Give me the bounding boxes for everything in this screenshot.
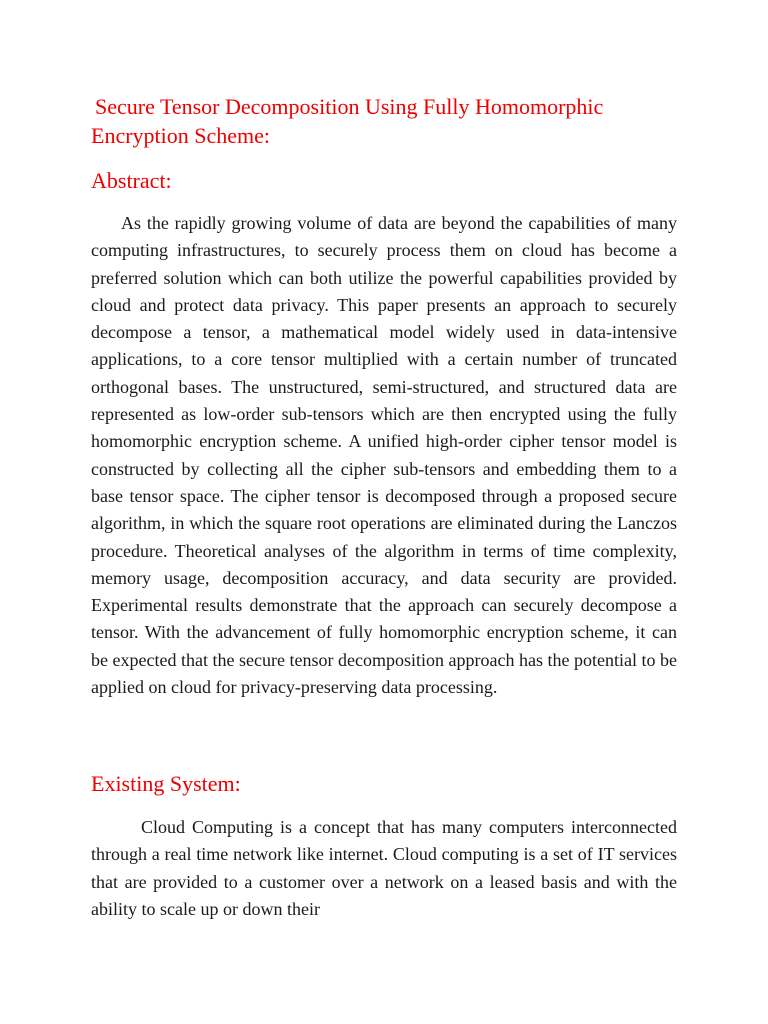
document-title: Secure Tensor Decomposition Using Fully Homomorphic Encryption Scheme:: [91, 94, 604, 148]
abstract-paragraph: As the rapidly growing volume of data are beyond the capabilities of many computing infrastructures, to securely process them on cloud has become a preferred solution which can both utilize the powerful capabilities provided by cloud and protect data privacy. This paper presents an approach to securely decompose a tensor, a mathematical model widely used in data-intensive applications, to a core tensor multiplied with a certain number of truncated orthogonal bases. The unstructured, semi-structured, and structured data are represented as low-order sub-tensors which are then encrypted using the fully homomorphic encryption scheme. A unified high-order cipher tensor model is constructed by collecting all the cipher sub-tensors and embedding them to a base tensor space. The cipher tensor is decomposed through a proposed secure algorithm, in which the square root operations are eliminated during the Lanczos procedure. Theoretical analyses of the algorithm in terms of time complexity, memory usage, decomposition accuracy, and data security are provided. Experimental results demonstrate that the approach can securely decompose a tensor. With the advancement of fully homomorphic encryption scheme, it can be expected that the secure tensor decomposition approach has the potential to be applied on cloud for privacy-preserving data processing.: [91, 213, 677, 698]
existing-system-paragraph: Cloud Computing is a concept that has many computers interconnected through a real time network like internet. Cloud computing is a set of IT services that are provided to a customer over a network on a leased basis and with the ability to scale up or down their: [91, 817, 677, 919]
abstract-heading: Abstract:: [91, 168, 172, 193]
existing-system-heading: Existing System:: [91, 771, 241, 796]
